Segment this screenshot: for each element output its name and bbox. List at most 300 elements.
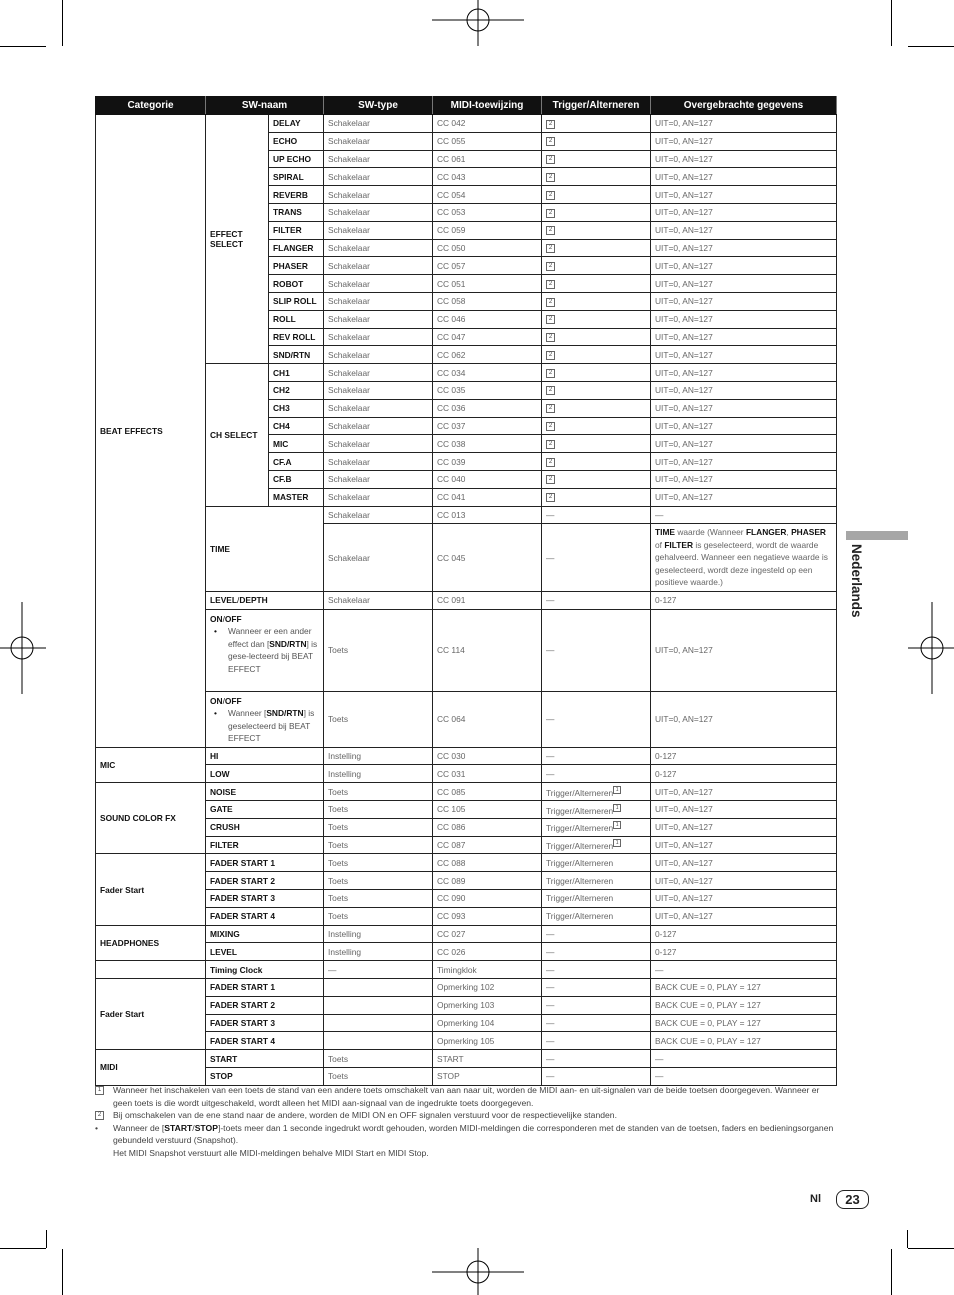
table-header-row	[96, 97, 837, 115]
data-cell: BACK CUE = 0, PLAY = 127	[651, 978, 837, 996]
midi-assignment-cell: Timingklok	[433, 961, 542, 979]
footnote-text: Het MIDI Snapshot verstuurt alle MIDI-meldingen behalve MIDI Start en MIDI Stop.	[113, 1147, 429, 1158]
trigger-cell	[542, 239, 651, 257]
table-row	[96, 691, 837, 747]
col-header-transmitted-data: Overgebrachte gegevens	[651, 97, 837, 115]
table-row	[96, 836, 837, 854]
table-row	[96, 609, 837, 691]
trigger-cell	[542, 907, 651, 925]
sw-name-cell: CH4	[269, 417, 324, 435]
midi-assignment-cell: CC 055	[433, 132, 542, 150]
crop-mark	[908, 46, 954, 47]
sw-type-cell: Schakelaar	[324, 435, 433, 453]
sw-name-cell: GATE	[206, 801, 324, 819]
footnote-1-ref: 1	[613, 821, 621, 829]
table-row	[96, 907, 837, 925]
footnote-bold: START	[164, 1122, 193, 1133]
trigger-cell	[542, 818, 651, 836]
crop-mark	[891, 1249, 892, 1295]
sw-type-cell: Schakelaar	[324, 506, 433, 524]
data-cell: UIT=0, AN=127	[651, 275, 837, 293]
bullet-marker: •	[95, 1122, 99, 1133]
sw-type-cell: Instelling	[324, 943, 433, 961]
data-cell: UIT=0, AN=127	[651, 417, 837, 435]
crop-mark	[46, 1230, 47, 1248]
midi-assignment-cell: CC 086	[433, 818, 542, 836]
sw-type-cell: Schakelaar	[324, 168, 433, 186]
trigger-text: Trigger/Alterneren	[546, 857, 614, 868]
sw-type-cell: Schakelaar	[324, 453, 433, 471]
sw-name-cell: ROBOT	[269, 275, 324, 293]
sw-type-cell: Instelling	[324, 747, 433, 765]
sw-type-cell: Toets	[324, 854, 433, 872]
name-part: DEPTH	[239, 595, 268, 606]
trigger-cell	[542, 381, 651, 399]
midi-assignment-cell: CC 051	[433, 275, 542, 293]
data-cell: UIT=0, AN=127	[651, 203, 837, 221]
note-bold: SND/RTN	[266, 708, 304, 719]
name-part: LEVEL	[210, 595, 237, 606]
data-cell: UIT=0, AN=127	[651, 328, 837, 346]
trigger-cell	[542, 364, 651, 382]
col-header-trigger: Trigger/Alterneren	[542, 97, 651, 115]
sw-name-cell: SND/RTN	[269, 346, 324, 364]
condition-item	[228, 625, 319, 675]
midi-assignment-cell: CC 062	[433, 346, 542, 364]
data-cell: UIT=0, AN=127	[651, 470, 837, 488]
name-part: OFF	[224, 695, 242, 706]
midi-assignment-cell: CC 059	[433, 221, 542, 239]
footnote-2-ref: 2	[546, 351, 555, 360]
table-row	[96, 925, 837, 943]
trigger-cell	[542, 221, 651, 239]
footnote-2-ref: 2	[546, 458, 555, 467]
sw-name-cell	[206, 591, 324, 609]
sw-name-cell: TIME	[206, 506, 324, 591]
trigger-cell	[542, 943, 651, 961]
table-row	[96, 943, 837, 961]
trigger-cell	[542, 801, 651, 819]
midi-assignment-cell: Opmerking 105	[433, 1032, 542, 1050]
group-cell: EFFECT SELECT	[206, 115, 269, 364]
sw-type-cell: Schakelaar	[324, 203, 433, 221]
midi-assignment-cell: CC 046	[433, 310, 542, 328]
footnote-2-ref: 2	[546, 262, 555, 271]
footnote-1-ref: 1	[613, 786, 621, 794]
trigger-cell	[542, 854, 651, 872]
data-cell: UIT=0, AN=127	[651, 609, 837, 691]
table-row	[96, 996, 837, 1014]
trigger-text: Trigger/Alterneren	[546, 911, 614, 922]
footnote-2-ref: 2	[546, 493, 555, 502]
data-cell: UIT=0, AN=127	[651, 818, 837, 836]
sw-type-cell: Schakelaar	[324, 488, 433, 506]
sw-name-cell: TRANS	[269, 203, 324, 221]
trigger-text: —	[546, 1017, 555, 1028]
footnote-bullet	[95, 1122, 840, 1160]
sw-type-cell	[324, 1014, 433, 1032]
data-cell	[651, 524, 837, 592]
page-language: Nl	[810, 1193, 821, 1205]
sw-name-cell: LOW	[206, 765, 324, 783]
sw-name-cell	[206, 691, 324, 747]
crop-mark	[0, 46, 46, 47]
sw-type-cell: Schakelaar	[324, 470, 433, 488]
midi-assignment-cell: CC 042	[433, 115, 542, 133]
midi-assignment-cell: CC 091	[433, 591, 542, 609]
footnote-2-ref: 2	[546, 333, 555, 342]
category-cell: MIDI	[96, 1050, 206, 1086]
data-cell: UIT=0, AN=127	[651, 872, 837, 890]
midi-assignment-cell: CC 040	[433, 470, 542, 488]
trigger-text: Trigger/Alterneren	[546, 840, 614, 851]
data-cell: UIT=0, AN=127	[651, 907, 837, 925]
trigger-text: —	[546, 928, 555, 939]
sw-type-cell: Schakelaar	[324, 328, 433, 346]
name-part: ON	[210, 695, 223, 706]
footnote-text: Bij omschakelen van de ene stand naar de andere, worden de MIDI ON en OFF signalen verstuurd voor de respectievelijke standen.	[113, 1110, 617, 1120]
sw-name-cell: FADER START 2	[206, 996, 324, 1014]
trigger-cell	[542, 435, 651, 453]
registration-mark-bottom	[432, 1248, 524, 1295]
sw-type-cell: Schakelaar	[324, 275, 433, 293]
sw-name-cell: CF.B	[269, 470, 324, 488]
trigger-cell	[542, 890, 651, 908]
trigger-cell: —	[542, 591, 651, 609]
section-tab-bar	[846, 531, 908, 540]
sw-type-cell: Toets	[324, 609, 433, 691]
sw-type-cell: Schakelaar	[324, 417, 433, 435]
data-cell: BACK CUE = 0, PLAY = 127	[651, 1032, 837, 1050]
footnote-2-ref: 2	[546, 422, 555, 431]
sw-name-cell	[206, 609, 324, 691]
sw-type-cell: Schakelaar	[324, 115, 433, 133]
data-cell: UIT=0, AN=127	[651, 453, 837, 471]
sw-type-cell	[324, 1032, 433, 1050]
midi-assignment-cell: CC 013	[433, 506, 542, 524]
midi-assignment-cell: Opmerking 104	[433, 1014, 542, 1032]
data-cell: —	[651, 1050, 837, 1068]
data-cell: UIT=0, AN=127	[651, 691, 837, 747]
data-cell: UIT=0, AN=127	[651, 168, 837, 186]
table-row	[96, 854, 837, 872]
sw-type-cell: Schakelaar	[324, 364, 433, 382]
midi-assignment-cell: START	[433, 1050, 542, 1068]
trigger-cell	[542, 292, 651, 310]
sw-type-cell: Toets	[324, 890, 433, 908]
category-cell: BEAT EFFECTS	[96, 115, 206, 748]
sw-name-cell: CH3	[269, 399, 324, 417]
sw-type-cell: Schakelaar	[324, 150, 433, 168]
midi-assignment-cell: CC 058	[433, 292, 542, 310]
sw-name-cell: CH1	[269, 364, 324, 382]
midi-assignment-cell: CC 053	[433, 203, 542, 221]
data-cell: 0-127	[651, 747, 837, 765]
midi-assignment-cell: CC 089	[433, 872, 542, 890]
trigger-cell	[542, 453, 651, 471]
footnote-1-ref: 1	[613, 804, 621, 812]
midi-assignment-cell: CC 064	[433, 691, 542, 747]
midi-assignment-cell: CC 085	[433, 783, 542, 801]
data-cell: —	[651, 1067, 837, 1085]
trigger-cell	[542, 488, 651, 506]
sw-type-cell: Instelling	[324, 925, 433, 943]
table-row	[96, 1067, 837, 1085]
trigger-cell	[542, 417, 651, 435]
sw-type-cell: Toets	[324, 818, 433, 836]
trigger-cell	[542, 203, 651, 221]
sw-name-cell: UP ECHO	[269, 150, 324, 168]
footnote-text: Wanneer het inschakelen van een toets de stand van een andere toets omschakelt van aan naar uit, worden de MIDI aan- en uit-signalen van de beide toetsen doorgegeven. Wanneer er geen toets is die wordt uitgeschakeld, wordt alleen het MIDI aan-signaal van de ingedrukte toets doorgegeven.	[113, 1085, 820, 1108]
sw-name-cell: ROLL	[269, 310, 324, 328]
midi-assignment-cell: Opmerking 102	[433, 978, 542, 996]
category-cell: Fader Start	[96, 854, 206, 925]
footnote-1	[95, 1084, 840, 1109]
sw-type-cell: Toets	[324, 691, 433, 747]
sw-name-cell: Timing Clock	[206, 961, 324, 979]
condition-item	[228, 707, 319, 745]
condition-note	[210, 625, 319, 675]
data-cell: —	[651, 961, 837, 979]
side-language-text: Nederlands	[849, 544, 864, 618]
table-row	[96, 506, 837, 524]
trigger-cell	[542, 186, 651, 204]
trigger-cell	[542, 925, 651, 943]
footnote-2	[95, 1109, 840, 1122]
table-row	[96, 783, 837, 801]
data-cell: UIT=0, AN=127	[651, 132, 837, 150]
footnote-2-ref: 2	[546, 191, 555, 200]
data-cell: UIT=0, AN=127	[651, 435, 837, 453]
trigger-cell	[542, 257, 651, 275]
trigger-cell	[542, 310, 651, 328]
sw-name-cell: FADER START 2	[206, 872, 324, 890]
footnote-2-ref: 2	[546, 386, 555, 395]
trigger-cell	[542, 765, 651, 783]
trigger-cell	[542, 783, 651, 801]
trigger-cell	[542, 275, 651, 293]
note-text: Wanneer er een ander effect dan [	[228, 626, 312, 649]
midi-assignment-cell: CC 037	[433, 417, 542, 435]
page-number: 23	[836, 1190, 869, 1209]
trigger-text: Trigger/Alterneren	[546, 893, 614, 904]
name-sep: /	[222, 613, 225, 624]
midi-assignment-cell: CC 057	[433, 257, 542, 275]
footnote-2-ref: 2	[546, 315, 555, 324]
sw-name-cell: FLANGER	[269, 239, 324, 257]
footnote-1-ref: 1	[613, 839, 621, 847]
footnote-2-ref: 2	[546, 475, 555, 484]
sw-name-cell: PHASER	[269, 257, 324, 275]
trigger-cell	[542, 1032, 651, 1050]
sw-type-cell: Schakelaar	[324, 381, 433, 399]
sw-name-cell: FADER START 1	[206, 854, 324, 872]
sw-type-cell: Schakelaar	[324, 292, 433, 310]
sw-name-cell: CRUSH	[206, 818, 324, 836]
sw-type-cell: Schakelaar	[324, 221, 433, 239]
trigger-cell	[542, 115, 651, 133]
footnote-2-ref: 2	[546, 244, 555, 253]
sw-name-cell: MIXING	[206, 925, 324, 943]
data-cell: 0-127	[651, 943, 837, 961]
footnote-2-ref: 2	[546, 137, 555, 146]
trigger-cell	[542, 132, 651, 150]
midi-assignment-cell: CC 050	[433, 239, 542, 257]
data-cell: UIT=0, AN=127	[651, 801, 837, 819]
trigger-text: —	[546, 982, 555, 993]
midi-assignment-cell: CC 035	[433, 381, 542, 399]
data-cell: —	[651, 506, 837, 524]
data-cell: 0-127	[651, 765, 837, 783]
sw-type-cell: Toets	[324, 783, 433, 801]
data-text: waarde (Wanneer	[675, 527, 746, 538]
data-cell: UIT=0, AN=127	[651, 836, 837, 854]
midi-assignment-cell: CC 027	[433, 925, 542, 943]
sw-type-cell: Schakelaar	[324, 524, 433, 592]
sw-name-cell: NOISE	[206, 783, 324, 801]
midi-assignment-cell: CC 087	[433, 836, 542, 854]
sw-type-cell: Schakelaar	[324, 310, 433, 328]
midi-assignment-cell: CC 036	[433, 399, 542, 417]
footnote-text: Wanneer de [	[113, 1122, 165, 1133]
name-sep: /	[222, 695, 225, 706]
footnote-marker: 1	[95, 1086, 104, 1095]
data-cell: UIT=0, AN=127	[651, 239, 837, 257]
crop-mark	[908, 1248, 954, 1249]
footnote-2-ref: 2	[546, 369, 555, 378]
midi-assignment-cell: CC 090	[433, 890, 542, 908]
side-language-label	[848, 544, 872, 634]
trigger-cell: —	[542, 609, 651, 691]
trigger-cell	[542, 978, 651, 996]
sw-name-cell: FADER START 4	[206, 1032, 324, 1050]
table-row	[96, 801, 837, 819]
data-cell: UIT=0, AN=127	[651, 150, 837, 168]
col-header-sw-name: SW-naam	[206, 97, 324, 115]
footnote-2-ref: 2	[546, 298, 555, 307]
condition-note	[210, 707, 319, 745]
data-text: ,	[786, 527, 792, 538]
sw-name-cell: HI	[206, 747, 324, 765]
midi-assignment-cell: CC 043	[433, 168, 542, 186]
trigger-text: Trigger/Alterneren	[546, 805, 614, 816]
trigger-cell	[542, 1067, 651, 1085]
table-row	[96, 364, 837, 382]
bold-term: FILTER	[664, 539, 693, 550]
sw-name-cell: FADER START 4	[206, 907, 324, 925]
sw-name-cell: FADER START 1	[206, 978, 324, 996]
table-row	[96, 115, 837, 133]
table-row	[96, 872, 837, 890]
trigger-cell: —	[542, 524, 651, 592]
category-cell: Fader Start	[96, 978, 206, 1049]
sw-type-cell: Toets	[324, 872, 433, 890]
footnote-2-ref: 2	[546, 404, 555, 413]
trigger-cell	[542, 1014, 651, 1032]
note-text: ] is geselecteerd bij BEAT EFFECT	[228, 708, 315, 744]
footnote-bold: STOP	[194, 1122, 218, 1133]
midi-assignment-cell: CC 045	[433, 524, 542, 592]
footnote-2-ref: 2	[546, 440, 555, 449]
category-cell: HEADPHONES	[96, 925, 206, 961]
trigger-cell	[542, 346, 651, 364]
trigger-cell	[542, 399, 651, 417]
table-row	[96, 890, 837, 908]
trigger-text: —	[546, 768, 555, 779]
registration-mark-top	[432, 0, 524, 50]
trigger-cell	[542, 872, 651, 890]
sw-type-cell	[324, 996, 433, 1014]
midi-assignment-cell: CC 034	[433, 364, 542, 382]
midi-assignment-cell: CC 031	[433, 765, 542, 783]
sw-name-cell: REVERB	[269, 186, 324, 204]
table-row	[96, 961, 837, 979]
data-cell: UIT=0, AN=127	[651, 221, 837, 239]
sw-name-cell: MIC	[269, 435, 324, 453]
midi-assignment-cell: Opmerking 103	[433, 996, 542, 1014]
data-cell: BACK CUE = 0, PLAY = 127	[651, 996, 837, 1014]
sw-type-cell: Schakelaar	[324, 591, 433, 609]
trigger-text: —	[546, 1000, 555, 1011]
sw-name-cell: FILTER	[206, 836, 324, 854]
trigger-cell	[542, 328, 651, 346]
data-text: of	[655, 539, 665, 550]
midi-assignment-cell: CC 105	[433, 801, 542, 819]
data-cell: UIT=0, AN=127	[651, 783, 837, 801]
note-text: Wanneer [	[228, 708, 267, 719]
sw-name-cell: LEVEL	[206, 943, 324, 961]
name-sep: /	[237, 595, 240, 606]
footnotes	[95, 1084, 840, 1159]
midi-assignment-cell: CC 026	[433, 943, 542, 961]
note-text: ] is gese-lecteerd bij BEAT EFFECT	[228, 638, 318, 674]
data-cell: UIT=0, AN=127	[651, 292, 837, 310]
midi-assignment-cell: CC 038	[433, 435, 542, 453]
midi-assignment-cell: CC 114	[433, 609, 542, 691]
data-text: is geselecteerd, wordt de waarde gehalveerd. Wanneer een negatieve waarde is geselecteerd, wordt deze ingesteld op een positieve waarde.)	[655, 539, 828, 588]
trigger-text: —	[546, 751, 555, 762]
data-cell: 0-127	[651, 591, 837, 609]
crop-mark	[891, 0, 892, 46]
sw-type-cell: Instelling	[324, 765, 433, 783]
midi-assignment-cell: CC 039	[433, 453, 542, 471]
sw-type-cell: Schakelaar	[324, 239, 433, 257]
sw-type-cell	[324, 978, 433, 996]
sw-type-cell: Toets	[324, 907, 433, 925]
table-row	[96, 978, 837, 996]
sw-name-cell: SLIP ROLL	[269, 292, 324, 310]
data-cell: UIT=0, AN=127	[651, 399, 837, 417]
sw-name-cell: START	[206, 1050, 324, 1068]
midi-assignment-cell: CC 041	[433, 488, 542, 506]
sw-name-cell: FADER START 3	[206, 890, 324, 908]
col-header-midi-assignment: MIDI-toewijzing	[433, 97, 542, 115]
col-header-category: Categorie	[96, 97, 206, 115]
midi-assignment-cell: CC 030	[433, 747, 542, 765]
data-cell: UIT=0, AN=127	[651, 186, 837, 204]
footnote-2-ref: 2	[546, 120, 555, 129]
data-cell: 0-127	[651, 925, 837, 943]
data-cell: UIT=0, AN=127	[651, 364, 837, 382]
trigger-cell	[542, 168, 651, 186]
trigger-cell: —	[542, 961, 651, 979]
data-cell: BACK CUE = 0, PLAY = 127	[651, 1014, 837, 1032]
category-cell: MIC	[96, 747, 206, 783]
crop-mark	[62, 1249, 63, 1295]
midi-assignment-cell: CC 061	[433, 150, 542, 168]
name-part: OFF	[224, 613, 242, 624]
sw-type-cell: Toets	[324, 1050, 433, 1068]
